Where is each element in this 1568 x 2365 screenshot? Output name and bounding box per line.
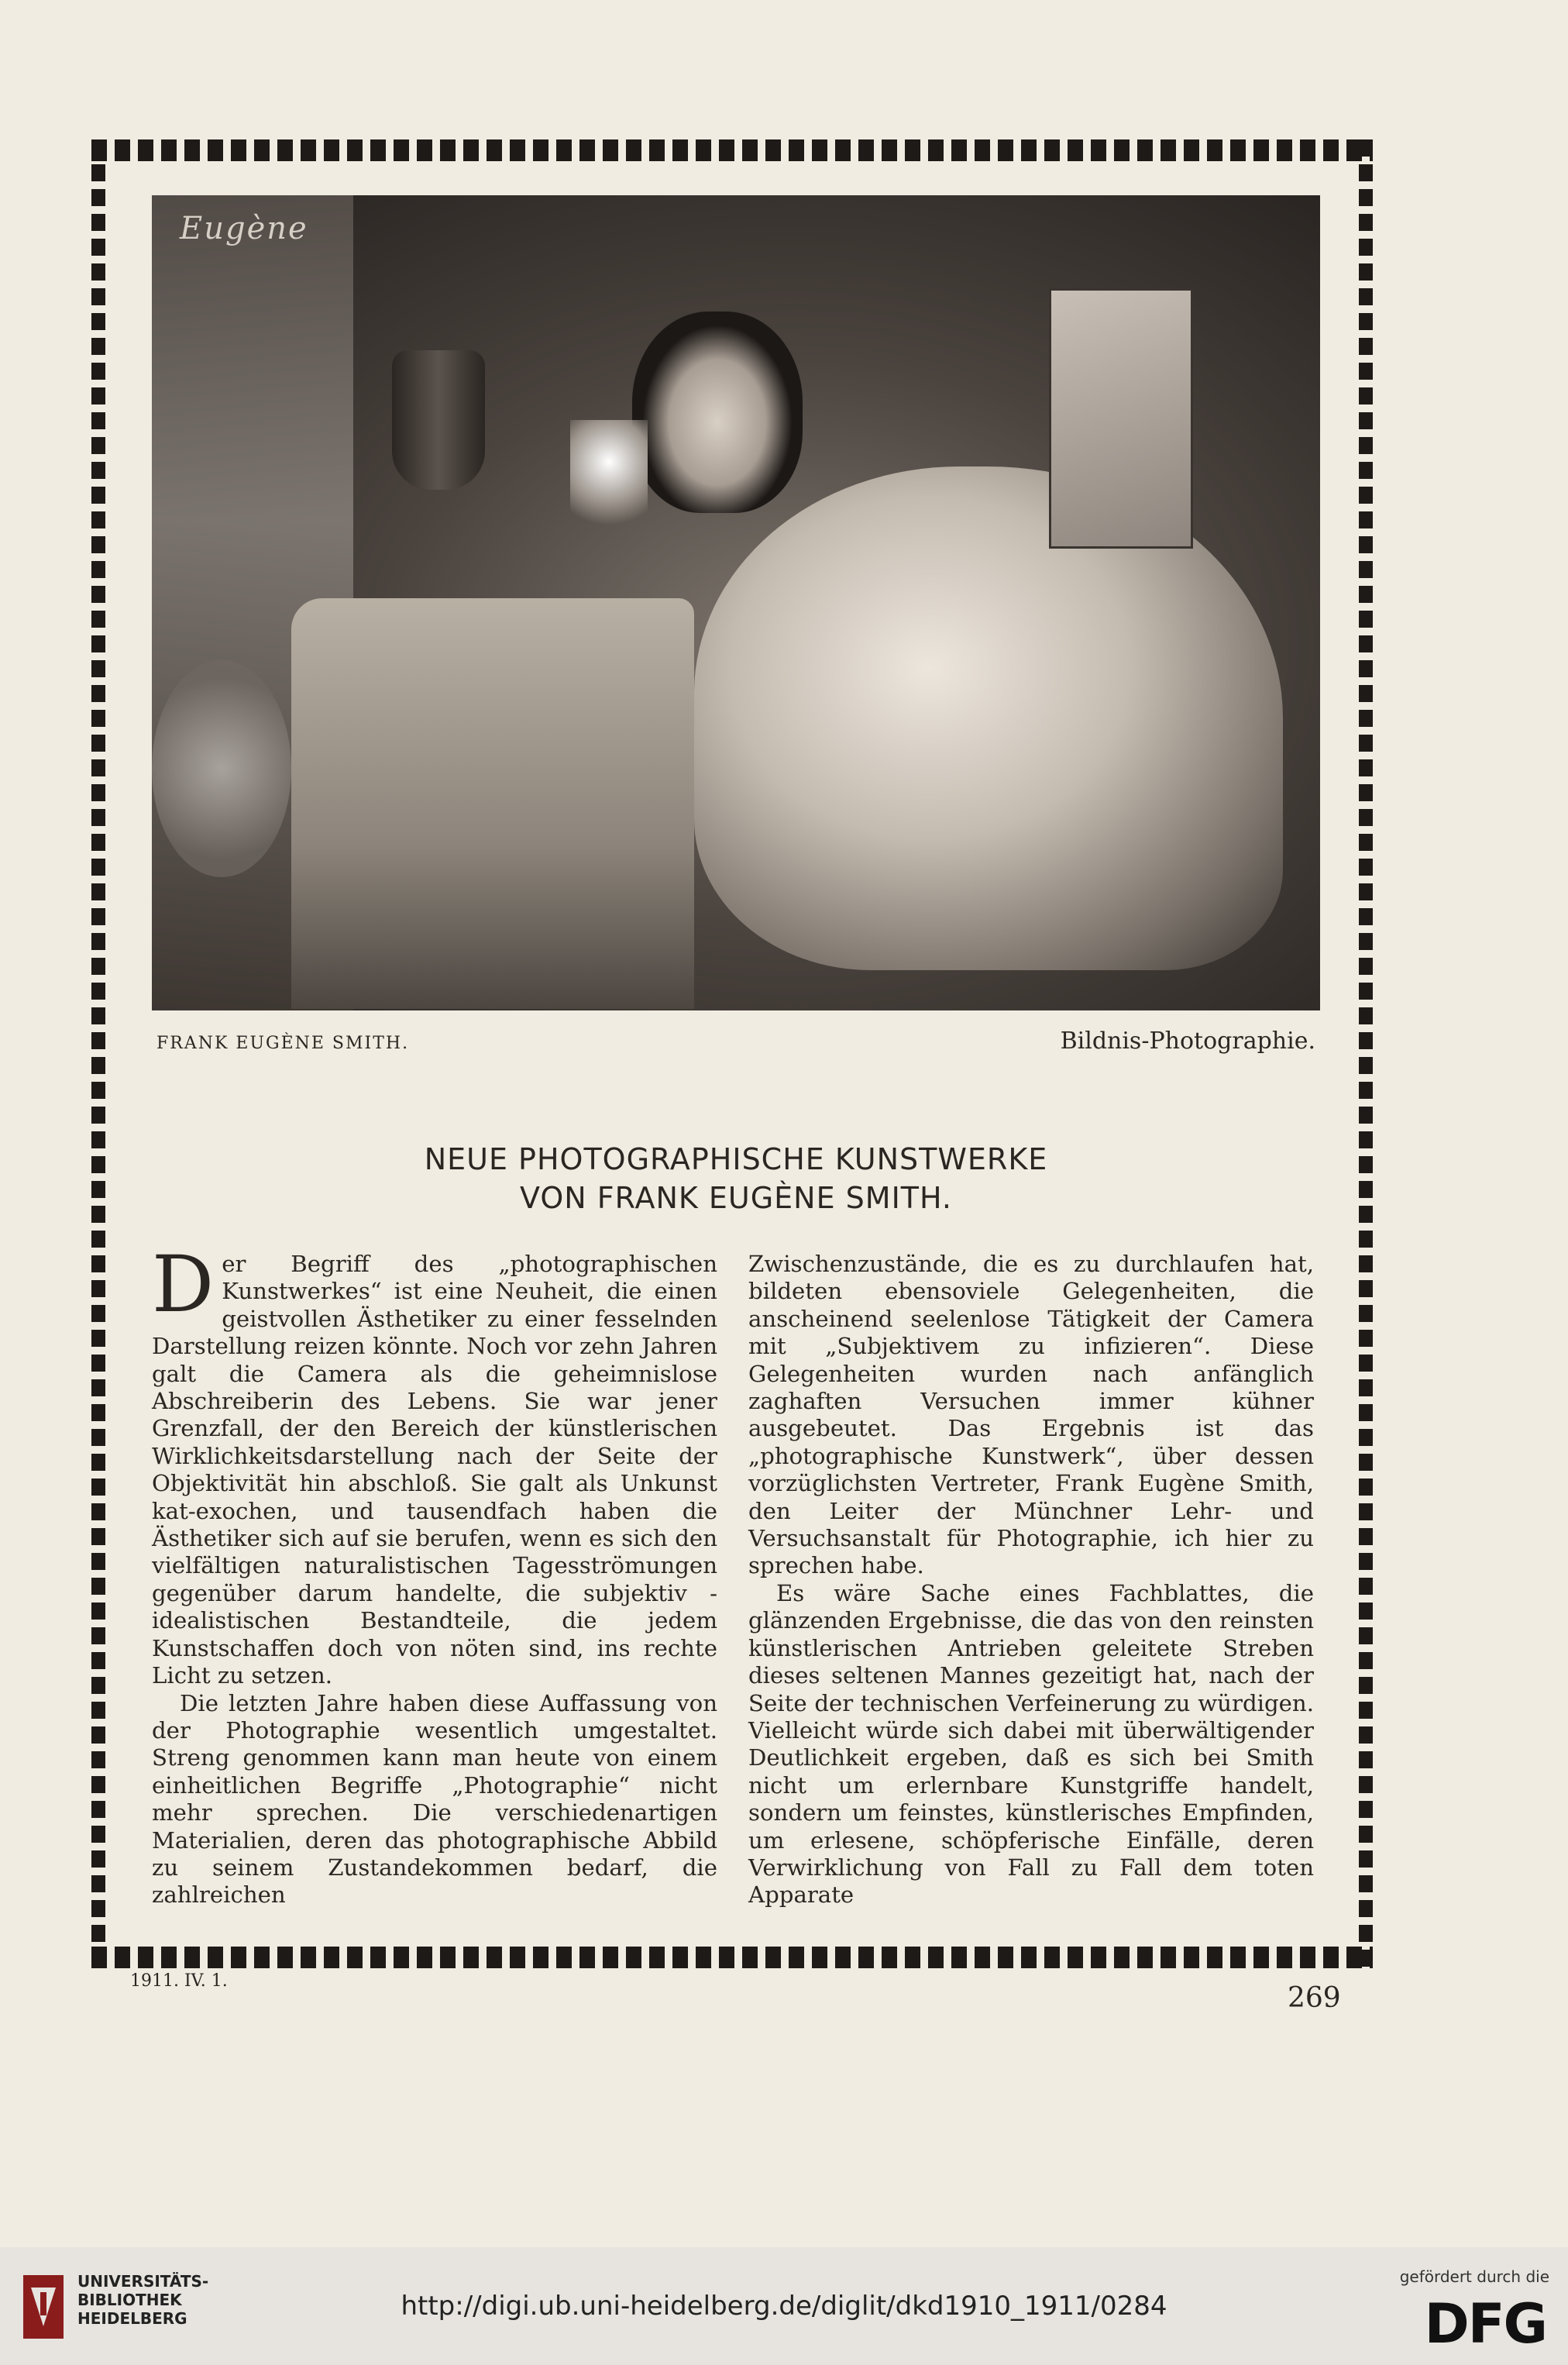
photographer-signature: Eugène [180,211,308,246]
paragraph: Es wäre Sache eines Fachblattes, die glänzenden Ergebnisse, die das von den reinsten künstlerischen Antrieben geleitete Streben dieses seltenen Mannes gezeitigt hat, nach der Seite der technischen Verfeinerung zu würdigen. Vielleicht würde sich dabei mit überwältigender Deutlichkeit ergeben, daß es sich bei Smith nicht um erlernbare Kunstgriffe handelt, sondern um feinstes, künstlerisches Empfinden, um erlesene, schöpferische Einfälle, deren Verwirklichung von Fall zu Fall dem toten Apparate [748,1579,1314,1909]
photo-vase [392,350,485,490]
dfg-logo[interactable]: DFG [1424,2292,1546,2356]
photo-backdrop-light [152,660,291,877]
paragraph: Zwischenzustände, die es zu durchlaufen hat, bildeten ebensoviele Gelegenheiten, die anscheinend seelenlose Tätigkeit der Camera mit „Subjektivem zu infizieren“. Diese Gelegenheiten wurden nach anfänglich zaghaften Versuchen immer kühner ausgebeutet. Das Ergebnis ist das „photographische Kunstwerk“, über dessen vorzüglichsten Vertreter, Frank Eugène Smith, den Leiter der Münchner Lehr- und Versuchsanstalt für Photographie, ich hier zu sprechen habe. [748,1251,1314,1579]
photo-flowers [570,420,648,559]
photo-girl-dress [694,466,1283,970]
frame-bottom-border [91,1947,1373,1968]
frame-left-border [91,139,105,1968]
paragraph-text: er Begriff des „photographischen Kunstwerkes“ ist eine Neuheit, die einen geistvollen Ästhetiker zu einer fesselnden Darstellung reizen könnte. Noch vor zehn Jahren galt die Camera als die geheimnislose Abschreiberin des Lebens. Sie war jener Grenzfall, der den Bereich der künstlerischen Wirklichkeitsdarstellung nach der Seite der Objektivität hin abschloß. Sie galt als Unkunst kat-exochen, und tausendfach haben die Ästhetiker sich auf sie berufen, wenn es sich den vielfältigen naturalistischen Tagesströmungen gegenüber darum handelte, die subjektiv - idealistischen Bestandteile, die jedem Kunstschaffen doch von nöten sind, ins rechte Licht zu setzen. [152,1251,717,1689]
library-name-line: HEIDELBERG [77,2309,187,2328]
article-column-right [748,1251,1314,1909]
drop-cap: D [152,1239,215,1330]
paragraph: Die letzten Jahre haben diese Auffassung von der Photographie wesentlich umgestaltet. Streng genommen kann man heute von einem einheitlichen Begriffe „Photographie“ nicht mehr sprechen. Die verschiedenartigen Materialien, deren das photographische Abbild zu seinem Zustandekommen bedarf, die zahlreichen [152,1689,717,1909]
permalink-url[interactable]: http://digi.ub.uni-heidelberg.de/diglit/dkd1910_1911/0284 [401,2291,1167,2322]
frame-right-border [1359,139,1373,1968]
photo-caption-author: FRANK EUGÈNE SMITH. [156,1034,410,1053]
issue-date: 1911. IV. 1. [130,1971,228,1991]
photo-wall-panel [1049,288,1193,549]
photo-girl-head [632,312,803,513]
photo-caption-title: Bildnis-Photographie. [1060,1028,1315,1055]
funding-label: gefördert durch die [1399,2267,1549,2286]
frame-top-border [91,139,1373,161]
article-title-line1: NEUE PHOTOGRAPHISCHE KUNSTWERKE [424,1142,1048,1176]
portrait-photograph [152,195,1320,1010]
photo-draped-table [291,598,694,1009]
article-column-left [152,1239,717,1909]
paragraph [152,1239,717,1690]
page-number: 269 [1288,1982,1341,2014]
article-title-line2: VON FRANK EUGÈNE SMITH. [520,1181,952,1215]
library-name-line: UNIVERSITÄTS- [77,2272,209,2291]
library-name-line: BIBLIOTHEK [77,2291,182,2309]
